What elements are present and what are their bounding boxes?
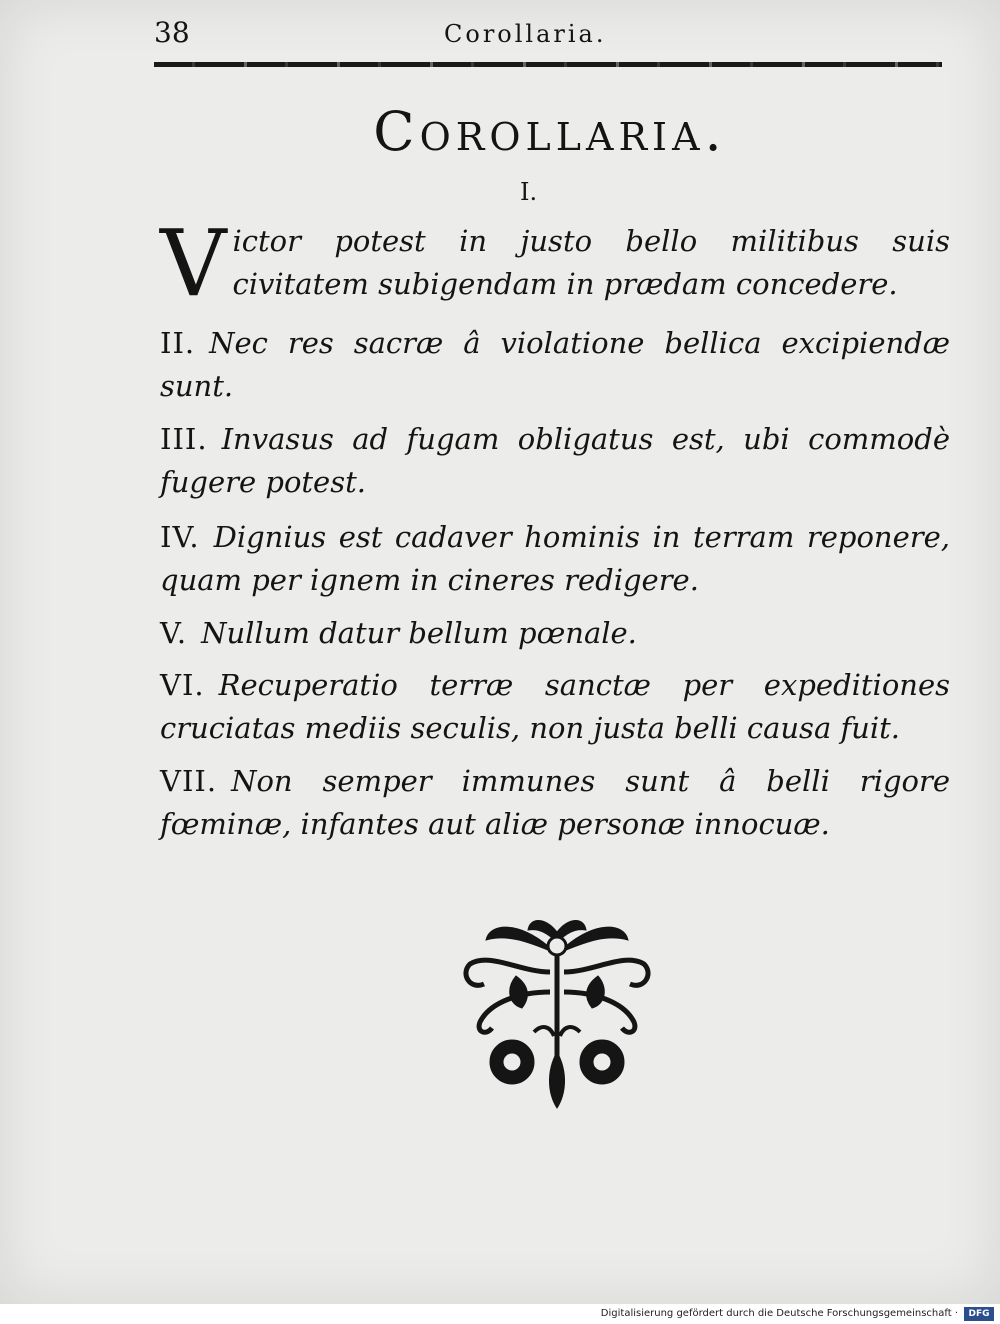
floral-ornament-icon	[450, 912, 664, 1112]
footer-bar	[0, 1304, 1000, 1324]
corollary-numeral: II.	[160, 326, 196, 360]
corollary-6	[160, 664, 950, 750]
corollary-numeral: VI.	[160, 668, 205, 702]
corollary-numeral: VII.	[160, 764, 218, 798]
corollary-text: Non semper immunes sunt â belli rigore fœminæ, infantes aut aliæ personæ innocuæ.	[160, 764, 950, 841]
running-title: Corollaria.	[444, 20, 607, 48]
corollary-text: Invasus ad fugam obligatus est, ubi commodè fugere potest.	[160, 422, 950, 499]
corollary-1-text: ictor potest in justo bello militibus suis civitatem subigendam in prædam concedere.	[232, 224, 950, 301]
corollary-text: Nullum datur bellum pœnale.	[201, 616, 637, 650]
header-rule	[154, 62, 942, 67]
corollary-text: Dignius est cadaver hominis in terram reponere, quam per ignem in cineres redigere.	[160, 520, 950, 597]
page-heading: Corollaria.	[373, 100, 727, 163]
funding-credit: Digitalisierung gefördert durch die Deutsche Forschungsgemeinschaft ·	[600, 1308, 958, 1319]
drop-cap: V	[160, 210, 227, 317]
corollary-3	[160, 418, 950, 504]
corollary-text: Recuperatio terræ sanctæ per expeditiones cruciatas mediis seculis, non justa belli causa fuit.	[160, 668, 950, 745]
corollary-text: Nec res sacræ â violatione bellica excipiendæ sunt.	[160, 326, 950, 403]
corollary-5	[160, 612, 950, 655]
corollary-numeral: V.	[160, 616, 188, 650]
corollary-numeral: IV.	[160, 520, 200, 554]
corollary-4	[160, 516, 950, 602]
corollary-2	[160, 322, 950, 408]
running-head	[154, 14, 944, 54]
corollary-7	[160, 760, 950, 846]
item-numeral-1: I.	[520, 178, 538, 206]
corollary-1	[160, 210, 950, 317]
dfg-logo-icon: DFG	[964, 1307, 994, 1321]
corollary-numeral: III.	[160, 422, 208, 456]
page-number: 38	[154, 16, 190, 49]
